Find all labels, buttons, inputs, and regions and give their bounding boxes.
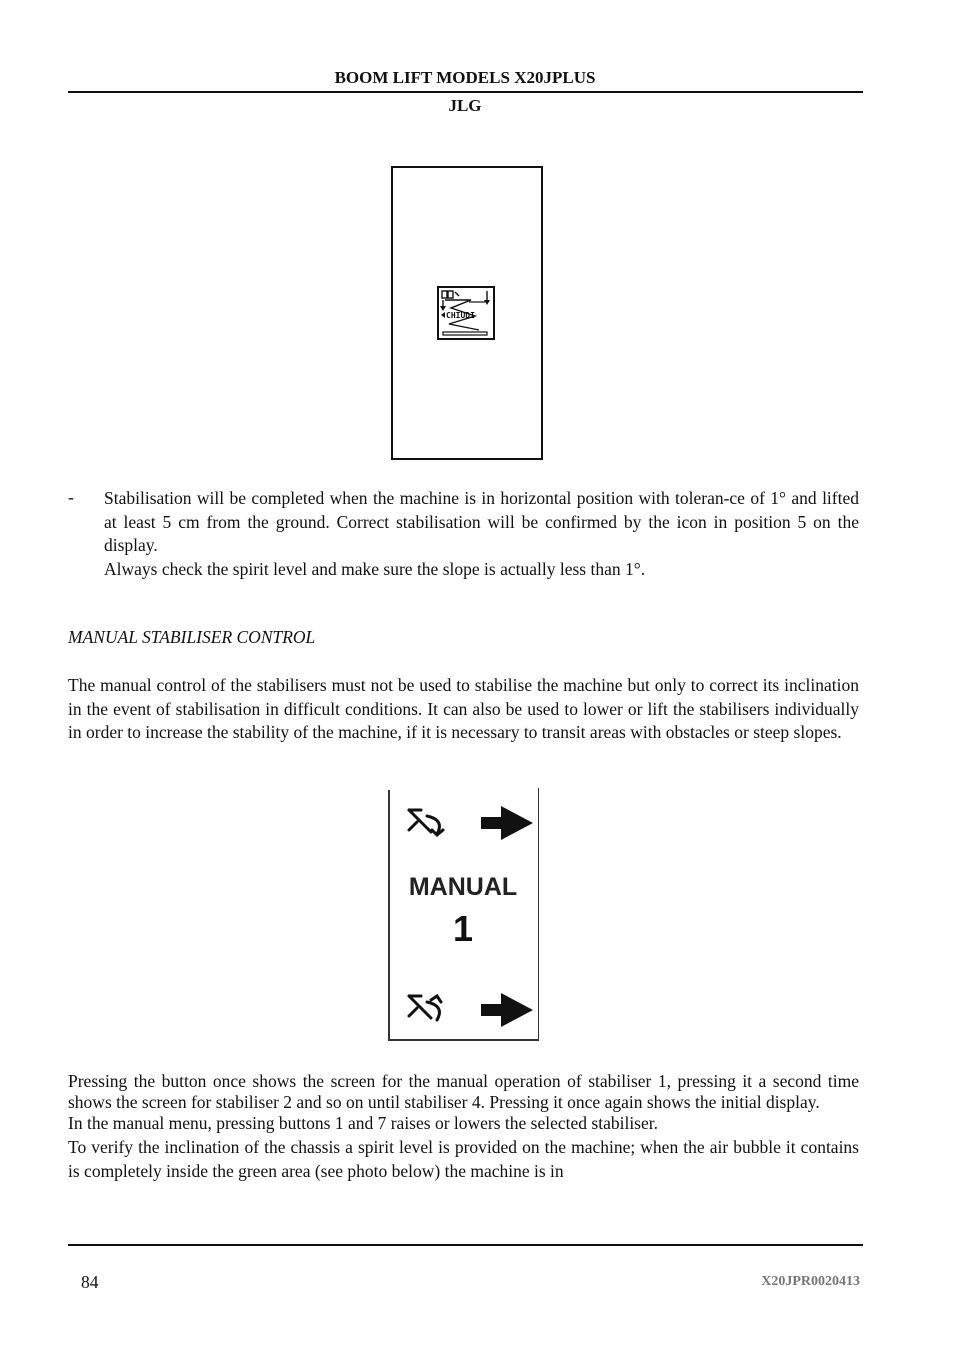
stabiliser-number: 1 — [452, 908, 474, 949]
section-intro: The manual control of the stabilisers must not be used to stabilise the machine but only to correct its inclination in the event of stabilisation in difficult conditions. It can also be used to lower or lift the stabilisers individually in order to increase the stability of the machine, if it is necessary to transit areas with obstacles or steep slopes. — [68, 675, 859, 742]
bullet-main-text: Stabilisation will be completed when the machine is in horizontal position with toleran-ce of 1° and lifted at least 5 cm from the ground. Correct stabilisation will be confirmed by the icon in position 5 on the display. — [104, 488, 859, 555]
section-title: MANUAL STABILISER CONTROL — [68, 627, 316, 647]
header-title: BOOM LIFT MODELS X20JPLUS — [334, 68, 596, 87]
body-paragraph-3: To verify the inclination of the chassis a spirit level is provided on the machine; when the air bubble it contains is completely inside the green area (see photo below) the machine is in — [68, 1137, 859, 1181]
body-paragraph-1: Pressing the button once shows the screen for the manual operation of stabiliser 1, pressing it a second time shows the screen for stabiliser 2 and so on until stabiliser 4. Pressing it once again shows the initial display. — [68, 1071, 859, 1112]
arrow-right-icon — [481, 806, 533, 840]
stabiliser-close-icon — [437, 286, 495, 340]
footer-divider — [68, 1244, 863, 1246]
header-brand: JLG — [448, 96, 482, 115]
body-text — [68, 1071, 859, 1183]
bullet-note: Always check the spirit level and make sure the slope is actually less than 1°. — [104, 558, 646, 579]
header-divider — [68, 91, 863, 93]
arrow-right-icon — [481, 993, 533, 1027]
page-number: 84 — [81, 1272, 99, 1292]
bullet-dash: - — [68, 487, 74, 507]
stabiliser-raise-icon — [409, 996, 441, 1020]
document-code: X20JPR0020413 — [761, 1274, 860, 1289]
bullet-text — [104, 487, 859, 581]
stabiliser-lower-icon — [409, 810, 443, 835]
icon-text-chiudi: CHIUDI — [446, 311, 475, 320]
manual-mode-label: MANUAL — [408, 873, 518, 901]
body-paragraph-2: In the manual menu, pressing buttons 1 and 7 raises or lowers the selected stabiliser. — [68, 1113, 659, 1133]
